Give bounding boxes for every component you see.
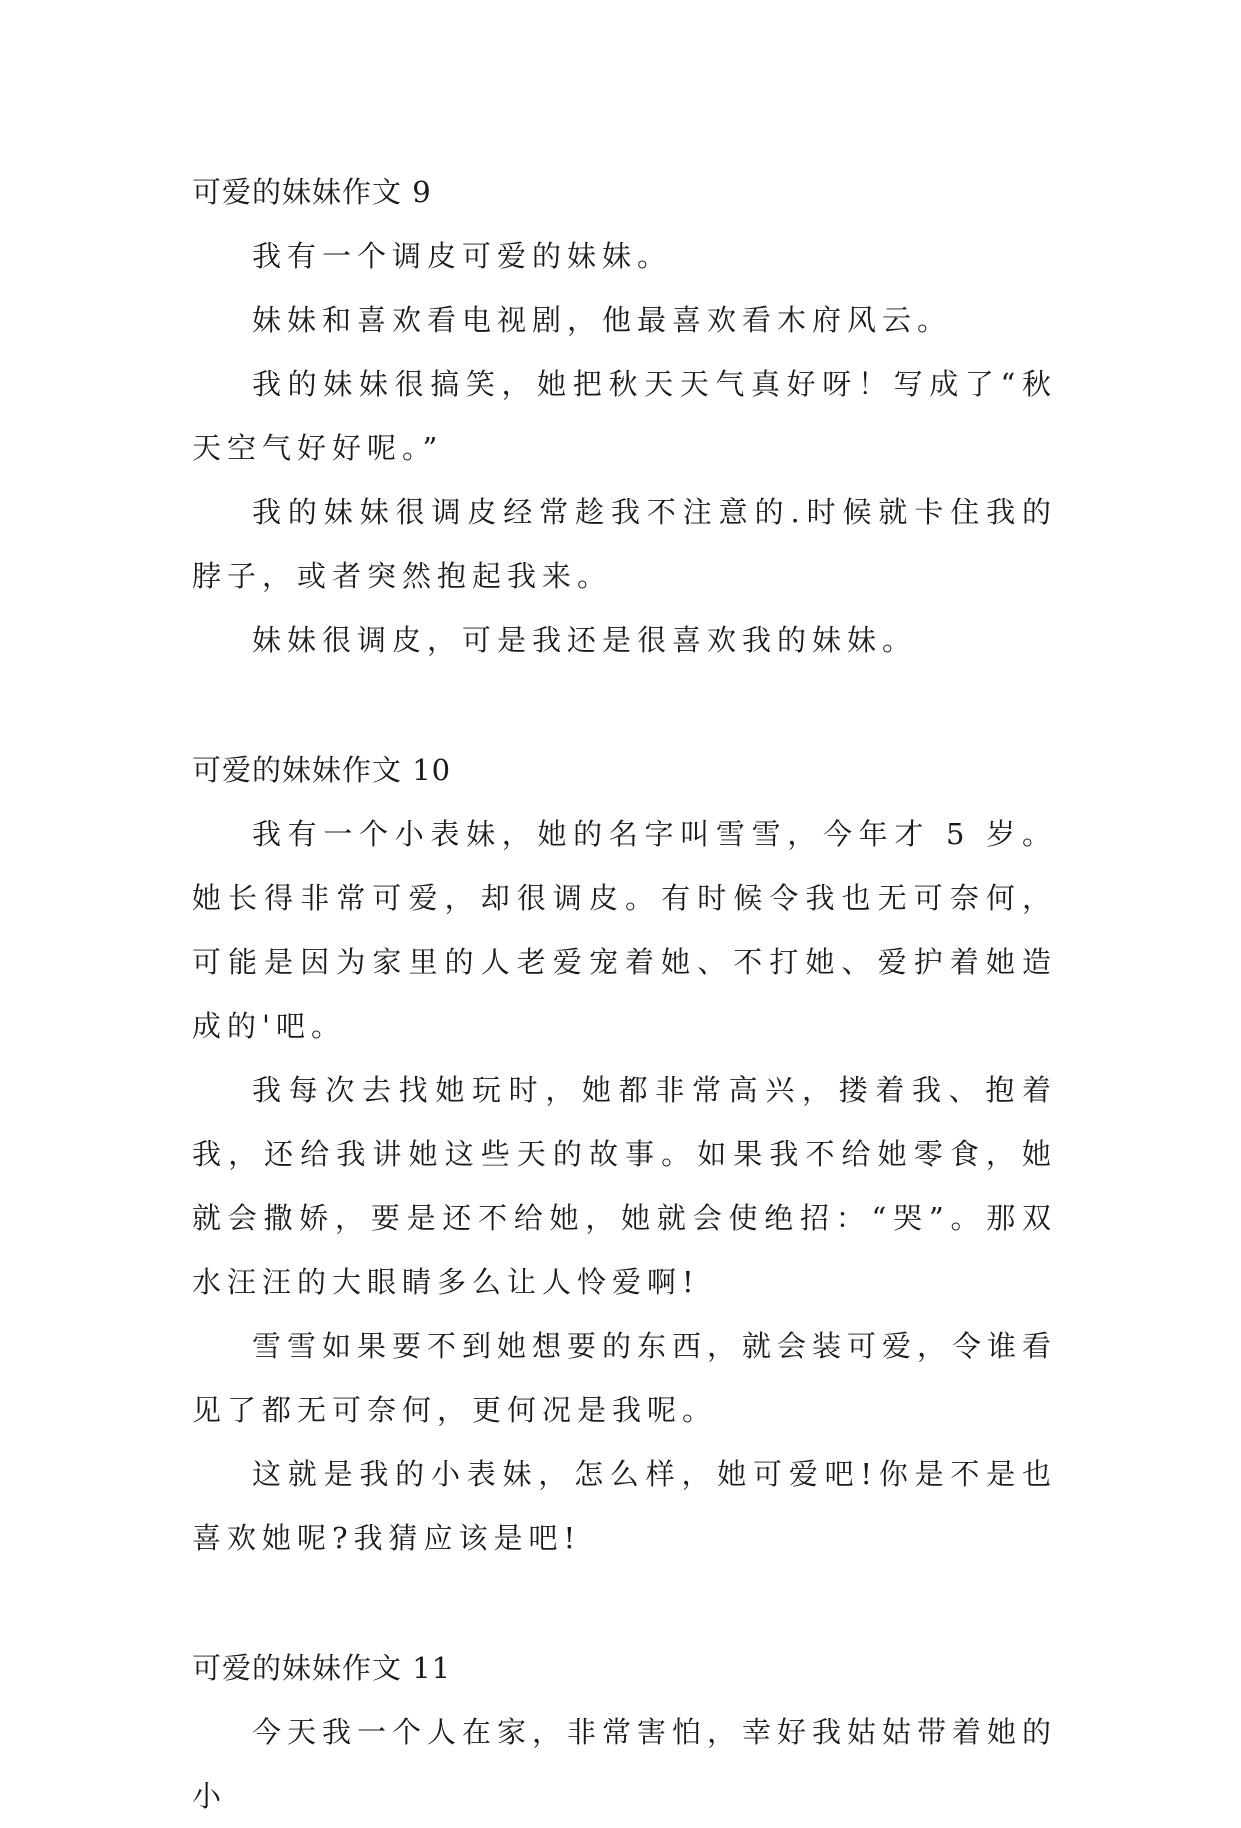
- essay-paragraph: 今天我一个人在家，非常害怕，幸好我姑姑带着她的小: [192, 1715, 1058, 1813]
- essay-heading: 可爱的妹妹作文 10: [192, 753, 452, 787]
- document-body: [192, 160, 1057, 1828]
- essay-section-10: [192, 738, 1057, 1570]
- essay-heading: 可爱的妹妹作文 11: [192, 1651, 452, 1685]
- essay-paragraph: 我有一个调皮可爱的妹妹。: [252, 239, 673, 273]
- essay-paragraph: 我的妹妹很调皮经常趁我不注意的.时候就卡住我的脖子，或者突然抱起我来。: [192, 495, 1057, 593]
- essay-paragraph: 雪雪如果要不到她想要的东西，就会装可爱，令谁看见了都无可奈何，更何况是我呢。: [192, 1329, 1058, 1427]
- essay-heading: 可爱的妹妹作文 9: [192, 175, 432, 209]
- essay-section-9: [192, 160, 1057, 672]
- essay-paragraph: 这就是我的小表妹，怎么样，她可爱吧!你是不是也喜欢她呢?我猜应该是吧!: [192, 1457, 1057, 1555]
- essay-paragraph: 我每次去找她玩时，她都非常高兴，搂着我、抱着我，还给我讲她这些天的故事。如果我不给她零食，她就会撒娇，要是还不给她，她就会使绝招：“哭”。那双水汪汪的大眼睛多么让人怜爱啊!: [192, 1073, 1057, 1299]
- essay-paragraph: 我有一个小表妹，她的名字叫雪雪，今年才 5 岁。她长得非常可爱，却很调皮。有时候令我也无可奈何，可能是因为家里的人老爱宠着她、不打她、爱护着她造成的'吧。: [192, 817, 1057, 1043]
- essay-paragraph: 妹妹很调皮，可是我还是很喜欢我的妹妹。: [252, 623, 918, 657]
- essay-paragraph: 妹妹和喜欢看电视剧，他最喜欢看木府风云。: [252, 303, 953, 337]
- section-spacer: [192, 1570, 1057, 1636]
- section-spacer: [192, 672, 1057, 738]
- essay-paragraph: 我的妹妹很搞笑，她把秋天天气真好呀！写成了“秋天空气好好呢。”: [192, 367, 1057, 465]
- essay-section-11: [192, 1636, 1057, 1828]
